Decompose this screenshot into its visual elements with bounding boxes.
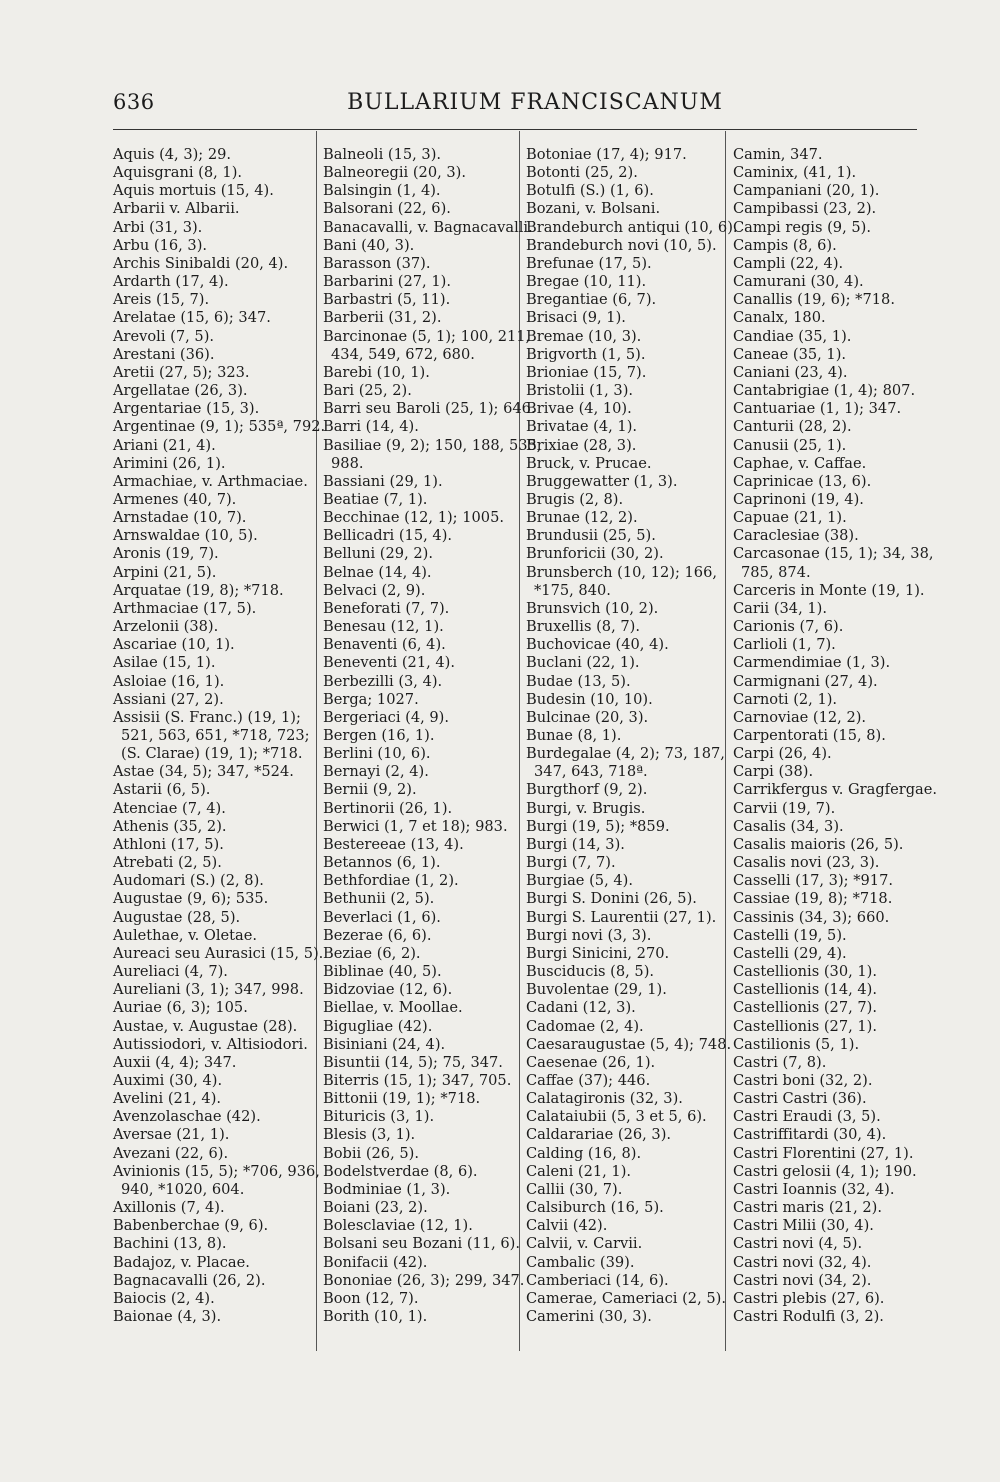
index-entry: Carpi (38). — [733, 763, 814, 781]
index-entry: Baiocis (2, 4). — [113, 1289, 215, 1307]
index-entry: Carvii (19, 7). — [733, 799, 836, 817]
index-entry: Aureliaci (4, 7). — [113, 963, 228, 981]
index-entry: Brivatae (4, 1). — [526, 418, 638, 436]
index-column-3 — [526, 146, 738, 1326]
index-entry: Brixiae (28, 3). — [526, 436, 637, 454]
index-entry: Bergen (16, 1). — [323, 727, 435, 744]
index-entry: Capuae (21, 1). — [733, 509, 847, 527]
index-entry: Calvii (42). — [526, 1217, 608, 1235]
index-entry: Bolsani seu Bozani (11, 6). — [323, 1235, 521, 1253]
index-entry: Argellatae (26, 3). — [113, 382, 248, 400]
index-entry: Armachiae, v. Arthmaciae. — [113, 472, 308, 490]
index-entry: Calataiubii (5, 3 et 5, 6). — [526, 1108, 707, 1126]
index-entry: Camerae, Cameriaci (2, 5). — [526, 1289, 726, 1307]
index-entry: Campi regis (9, 5). — [733, 218, 871, 236]
index-entry: Aquis mortuis (15, 4). — [113, 182, 274, 200]
index-entry: Camurani (30, 4). — [733, 273, 864, 291]
index-entry: Bodminiae (1, 3). — [323, 1180, 451, 1198]
index-entry: 988. — [331, 454, 364, 472]
index-entry: Castri novi (34, 2). — [733, 1271, 872, 1289]
index-entry: Bethunii (2, 5). — [323, 890, 435, 908]
index-entry: Austae, v. Augustae (28). — [113, 1017, 298, 1035]
index-entry: Canalx, 180. — [733, 309, 826, 327]
index-entry: Bristolii (1, 3). — [526, 382, 634, 400]
index-entry: Campis (8, 6). — [733, 236, 837, 254]
index-entry: Brefunae (17, 5). — [526, 254, 652, 272]
index-entry: Archis Sinibaldi (20, 4). — [113, 254, 289, 272]
index-entry: Castri boni (32, 2). — [733, 1071, 873, 1089]
index-column-2 — [323, 146, 542, 1326]
index-entry: Avezani (22, 6). — [113, 1144, 229, 1162]
index-entry: Belnae (14, 4). — [323, 563, 432, 581]
index-entry: Castellionis (30, 1). — [733, 963, 877, 981]
index-entry: Botonti (25, 2). — [526, 164, 638, 182]
index-entry: Audomari (S.) (2, 8). — [113, 872, 264, 890]
index-entry: Brunsberch (10, 12); 166, — [526, 563, 718, 581]
index-entry: Burgi, v. Brugis. — [526, 799, 646, 817]
index-entry: Caldarariae (26, 3). — [526, 1126, 672, 1144]
index-entry: Burgi (19, 5); *859. — [526, 817, 670, 835]
index-entry: Balsorani (22, 6). — [323, 200, 451, 218]
index-entry: Bituricis (3, 1). — [323, 1108, 435, 1126]
index-entry: Camberiaci (14, 6). — [526, 1271, 669, 1289]
index-entry: Calatagironis (32, 3). — [526, 1090, 683, 1108]
running-title: BULLARIUM FRANCISCANUM — [347, 90, 723, 115]
page-header — [113, 90, 917, 126]
index-entry: Arbu (16, 3). — [113, 236, 208, 254]
index-entry: Brunsvich (10, 2). — [526, 599, 659, 617]
index-entry: Carlioli (1, 7). — [733, 636, 836, 654]
index-entry: Bregantiae (6, 7). — [526, 291, 657, 309]
index-entry: Caprinicae (13, 6). — [733, 472, 872, 490]
index-entry: Caffae (37); 446. — [526, 1071, 651, 1089]
index-entry: Candiae (35, 1). — [733, 327, 852, 345]
index-entry: Armenes (40, 7). — [113, 490, 237, 508]
index-entry: Castellionis (27, 7). — [733, 999, 877, 1017]
index-entry: Argentinae (9, 1); 535ª, 792. — [113, 418, 326, 436]
index-entry: Canturii (28, 2). — [733, 418, 852, 436]
index-entry: Burgi novi (3, 3). — [526, 926, 652, 944]
index-entry: Buclani (22, 1). — [526, 654, 640, 672]
index-entry: Barbastri (5, 11). — [323, 291, 451, 309]
index-entry: Caneae (35, 1). — [733, 345, 847, 363]
index-entry: Arnstadae (10, 7). — [113, 509, 247, 527]
index-entry: Betannos (6, 1). — [323, 854, 441, 872]
index-entry: Bulcinae (20, 3). — [526, 708, 649, 726]
index-column-4 — [733, 146, 938, 1326]
index-entry: Bruck, v. Prucae. — [526, 454, 652, 472]
index-entry: Bolesclaviae (12, 1). — [323, 1217, 473, 1235]
index-entry: Balneoregii (20, 3). — [323, 164, 467, 182]
index-entry: Belluni (29, 2). — [323, 545, 433, 563]
index-entry: Aquis (4, 3); 29. — [113, 146, 232, 163]
index-entry: Callii (30, 7). — [526, 1180, 623, 1198]
index-entry: Burgi (7, 7). — [526, 854, 616, 872]
index-entry: Brisaci (9, 1). — [526, 309, 626, 327]
index-entry: Beneventi (21, 4). — [323, 654, 456, 672]
index-entry: Beneforati (7, 7). — [323, 599, 450, 617]
index-entry: Bertinorii (26, 1). — [323, 799, 453, 817]
index-entry: Carmendimiae (1, 3). — [733, 654, 891, 672]
index-entry: Bethfordiae (1, 2). — [323, 872, 459, 890]
index-entry: Berwici (1, 7 et 18); 983. — [323, 817, 508, 835]
index-entry: Caniani (23, 4). — [733, 363, 848, 381]
index-entry: Brandeburch antiqui (10, 6). — [526, 218, 738, 236]
index-entry: Burgi S. Donini (26, 5). — [526, 890, 697, 908]
index-entry: Arbi (31, 3). — [113, 218, 203, 236]
index-entry: 347, 643, 718ª. — [534, 763, 648, 781]
index-entry: Carnoviae (12, 2). — [733, 708, 867, 726]
index-entry: Bruxellis (8, 7). — [526, 618, 640, 636]
index-entry: Brigvorth (1, 5). — [526, 345, 646, 363]
index-entry: Castelli (29, 4). — [733, 944, 847, 962]
index-entry: Caesenae (26, 1). — [526, 1053, 656, 1071]
index-entry: Canusii (25, 1). — [733, 436, 847, 454]
index-entry: Castellionis (14, 4). — [733, 981, 877, 999]
index-entry: Bozani, v. Bolsani. — [526, 200, 661, 218]
index-entry: Bisuntii (14, 5); 75, 347. — [323, 1053, 503, 1071]
index-entry: Beverlaci (1, 6). — [323, 908, 441, 926]
index-entry: Arthmaciae (17, 5). — [113, 599, 257, 617]
index-entry: Arpini (21, 5). — [113, 563, 217, 581]
index-entry: Astae (34, 5); 347, *524. — [113, 763, 294, 781]
index-entry: Belvaci (2, 9). — [323, 581, 426, 599]
index-entry: Botulfi (S.) (1, 6). — [526, 182, 654, 200]
index-entry: Atenciae (7, 4). — [113, 799, 226, 817]
index-entry: Bonifacii (42). — [323, 1253, 428, 1271]
index-entry: Bellicadri (15, 4). — [323, 527, 453, 545]
index-entry: Assiani (27, 2). — [113, 690, 224, 708]
index-entry: Calding (16, 8). — [526, 1144, 642, 1162]
index-entry: Budesin (10, 10). — [526, 690, 653, 708]
index-entry: Astarii (6, 5). — [113, 781, 211, 799]
index-entry: Castri Ioannis (32, 4). — [733, 1180, 895, 1198]
index-entry: Barri seu Baroli (25, 1); 646. — [323, 400, 536, 418]
index-entry: Badajoz, v. Placae. — [113, 1253, 250, 1271]
index-entry: Bernayi (2, 4). — [323, 763, 429, 781]
index-entry: Castri novi (32, 4). — [733, 1253, 872, 1271]
index-entry: Avelini (21, 4). — [113, 1090, 222, 1108]
index-entry: Blesis (3, 1). — [323, 1126, 416, 1144]
index-entry: Baionae (4, 3). — [113, 1308, 222, 1325]
index-entry: 434, 549, 672, 680. — [331, 345, 475, 363]
index-entry: Carceris in Monte (19, 1). — [733, 581, 925, 599]
index-entry: Caprinoni (19, 4). — [733, 490, 864, 508]
index-entry: Aureaci seu Aurasici (15, 5). — [113, 944, 324, 962]
index-entry: Camerini (30, 3). — [526, 1308, 652, 1325]
index-entry: Auxii (4, 4); 347. — [113, 1053, 237, 1071]
index-entry: Assisii (S. Franc.) (19, 1); — [113, 708, 301, 726]
index-entry: Castri Castri (36). — [733, 1090, 867, 1108]
index-entry: Caminix, (41, 1). — [733, 164, 857, 182]
index-entry: Aulethae, v. Oletae. — [113, 926, 258, 944]
index-entry: Canallis (19, 6); *718. — [733, 291, 895, 309]
index-entry: Burgiae (5, 4). — [526, 872, 633, 890]
index-entry: Cassiae (19, 8); *718. — [733, 890, 893, 908]
index-entry: Arelatae (15, 6); 347. — [113, 309, 271, 327]
index-entry: Castilionis (5, 1). — [733, 1035, 860, 1053]
index-entry: Aretii (27, 5); 323. — [113, 363, 250, 381]
index-entry: Athenis (35, 2). — [113, 817, 227, 835]
index-entry: Castri gelosii (4, 1); 190. — [733, 1162, 917, 1180]
index-entry: Castri plebis (27, 6). — [733, 1289, 885, 1307]
index-entry: Calsiburch (16, 5). — [526, 1199, 664, 1217]
index-entry: Avenzolaschae (42). — [113, 1108, 261, 1126]
index-entry: Brandeburch novi (10, 5). — [526, 236, 717, 254]
index-entry: Boiani (23, 2). — [323, 1199, 428, 1217]
index-entry: Bernii (9, 2). — [323, 781, 417, 799]
index-entry: Brunforicii (30, 2). — [526, 545, 664, 563]
index-entry: Casalis (34, 3). — [733, 817, 844, 835]
index-entry: Benaventi (6, 4). — [323, 636, 446, 654]
index-entry: Castri Rodulfi (3, 2). — [733, 1308, 884, 1325]
index-entry: Burgi Sinicini, 270. — [526, 944, 670, 962]
index-entry: Bregae (10, 11). — [526, 273, 647, 291]
index-entry: Bachini (13, 8). — [113, 1235, 227, 1253]
index-entry: Castri Milii (30, 4). — [733, 1217, 874, 1235]
index-entry: Bobii (26, 5). — [323, 1144, 419, 1162]
index-entry: Carpi (26, 4). — [733, 745, 832, 763]
index-entry: Berga; 1027. — [323, 690, 419, 708]
index-entry: Auriae (6, 3); 105. — [113, 999, 248, 1017]
index-entry: Burdegalae (4, 2); 73, 187, — [526, 745, 725, 763]
index-entry: Casalis maioris (26, 5). — [733, 835, 904, 853]
index-entry: Brunae (12, 2). — [526, 509, 638, 527]
index-entry: Becchinae (12, 1); 1005. — [323, 509, 505, 527]
index-entry: Bidzoviae (12, 6). — [323, 981, 453, 999]
index-entry: Auximi (30, 4). — [113, 1071, 223, 1089]
index-entry: Camin, 347. — [733, 146, 823, 163]
index-entry: Castellionis (27, 1). — [733, 1017, 877, 1035]
index-entry: Athloni (17, 5). — [113, 835, 224, 853]
index-entry: Beziae (6, 2). — [323, 944, 421, 962]
index-entry: Carii (34, 1). — [733, 599, 827, 617]
index-entry: Burgi S. Laurentii (27, 1). — [526, 908, 717, 926]
index-entry: Ascariae (10, 1). — [113, 636, 235, 654]
index-entry: Borith (10, 1). — [323, 1308, 428, 1325]
index-entry: Bunae (8, 1). — [526, 727, 622, 744]
index-entry: Budae (13, 5). — [526, 672, 631, 690]
index-entry: Buvolentae (29, 1). — [526, 981, 667, 999]
index-entry: Caphae, v. Caffae. — [733, 454, 867, 472]
index-entry: *175, 840. — [534, 581, 611, 599]
index-entry: Carpentorati (15, 8). — [733, 727, 886, 744]
index-entry: Bittonii (19, 1); *718. — [323, 1090, 481, 1108]
page-number: 636 — [113, 90, 155, 114]
index-entry: Asilae (15, 1). — [113, 654, 216, 672]
index-entry: Campaniani (20, 1). — [733, 182, 880, 200]
index-entry: Ariani (21, 4). — [113, 436, 216, 454]
index-entry: Castriffitardi (30, 4). — [733, 1126, 887, 1144]
column-divider — [725, 131, 726, 1351]
index-entry: Carnoti (2, 1). — [733, 690, 838, 708]
index-entry: Castri Eraudi (3, 5). — [733, 1108, 881, 1126]
index-entry: Casselli (17, 3); *917. — [733, 872, 893, 890]
index-entry: Campli (22, 4). — [733, 254, 844, 272]
index-entry: Brioniae (15, 7). — [526, 363, 647, 381]
index-entry: Arzelonii (38). — [113, 618, 219, 636]
index-entry: Aronis (19, 7). — [113, 545, 219, 563]
index-entry: Avinionis (15, 5); *706, 936, — [113, 1162, 320, 1180]
index-entry: Aureliani (3, 1); 347, 998. — [113, 981, 304, 999]
index-entry: Carmignani (27, 4). — [733, 672, 878, 690]
index-entry: Augustae (28, 5). — [113, 908, 241, 926]
index-entry: Castri Florentini (27, 1). — [733, 1144, 914, 1162]
index-entry: 785, 874. — [741, 563, 811, 581]
index-entry: Augustae (9, 6); 535. — [113, 890, 269, 908]
index-entry: Barberii (31, 2). — [323, 309, 442, 327]
index-entry: Arquatae (19, 8); *718. — [113, 581, 284, 599]
index-entry: Banacavalli, v. Bagnacavalli. — [323, 218, 533, 236]
index-entry: Bagnacavalli (26, 2). — [113, 1271, 266, 1289]
index-entry: Bani (40, 3). — [323, 236, 415, 254]
index-entry: Biblinae (40, 5). — [323, 963, 442, 981]
column-divider — [519, 131, 520, 1351]
index-entry: Busciducis (8, 5). — [526, 963, 655, 981]
index-entry: Calvii, v. Carvii. — [526, 1235, 643, 1253]
index-entry: Arnswaldae (10, 5). — [113, 527, 258, 545]
index-entry: Bisiniani (24, 4). — [323, 1035, 446, 1053]
index-entry: Caraclesiae (38). — [733, 527, 859, 545]
index-entry: Barebi (10, 1). — [323, 363, 430, 381]
index-entry: Arestani (36). — [113, 345, 215, 363]
index-entry: Bari (25, 2). — [323, 382, 412, 400]
index-entry: Axillonis (7, 4). — [113, 1199, 225, 1217]
header-rule — [113, 129, 917, 130]
index-entry: Aversae (21, 1). — [113, 1126, 230, 1144]
index-entry: Botoniae (17, 4); 917. — [526, 146, 687, 163]
index-entry: Barbarini (27, 1). — [323, 273, 451, 291]
index-entry: Carcasonae (15, 1); 34, 38, — [733, 545, 934, 563]
index-entry: Castri novi (4, 5). — [733, 1235, 863, 1253]
index-entry: Asloiae (16, 1). — [113, 672, 225, 690]
index-entry: Arimini (26, 1). — [113, 454, 226, 472]
index-entry: Basiliae (9, 2); 150, 188, 535, — [323, 436, 542, 454]
index-entry: Bononiae (26, 3); 299, 347. — [323, 1271, 525, 1289]
index-entry: Bezerae (6, 6). — [323, 926, 432, 944]
index-entry: Cantuariae (1, 1); 347. — [733, 400, 902, 418]
index-entry: Babenberchae (9, 6). — [113, 1217, 269, 1235]
index-entry: Cadomae (2, 4). — [526, 1017, 644, 1035]
index-entry: Autissiodori, v. Altisiodori. — [113, 1035, 308, 1053]
index-column-1 — [113, 146, 326, 1326]
index-entry: Arevoli (7, 5). — [113, 327, 215, 345]
index-entry: Bassiani (29, 1). — [323, 472, 443, 490]
index-entry: Castelli (19, 5). — [733, 926, 847, 944]
index-entry: Buchovicae (40, 4). — [526, 636, 669, 654]
index-entry: Argentariae (15, 3). — [113, 400, 260, 418]
index-entry: Cassinis (34, 3); 660. — [733, 908, 890, 926]
index-entry: Ardarth (17, 4). — [113, 273, 229, 291]
index-entry: Barasson (37). — [323, 254, 431, 272]
index-entry: Barcinonae (5, 1); 100, 211, — [323, 327, 531, 345]
index-entry: Cantabrigiae (1, 4); 807. — [733, 382, 916, 400]
index-entry: Cambalic (39). — [526, 1253, 635, 1271]
index-entry: Aquisgrani (8, 1). — [113, 164, 243, 182]
index-entry: Castri maris (21, 2). — [733, 1199, 882, 1217]
index-entry: Brugis (2, 8). — [526, 490, 624, 508]
index-entry: Caleni (21, 1). — [526, 1162, 632, 1180]
index-entry: Balsingin (1, 4). — [323, 182, 441, 200]
index-entry: Berlini (10, 6). — [323, 745, 431, 763]
index-entry: Bruggewatter (1, 3). — [526, 472, 678, 490]
index-entry: Brivae (4, 10). — [526, 400, 632, 418]
index-entry: Campibassi (23, 2). — [733, 200, 877, 218]
index-entry: Burgthorf (9, 2). — [526, 781, 648, 799]
index-entry: Bestereeae (13, 4). — [323, 835, 464, 853]
index-entry: Bergeriaci (4, 9). — [323, 708, 450, 726]
index-entry: Barri (14, 4). — [323, 418, 419, 436]
index-entry: Brundusii (25, 5). — [526, 527, 656, 545]
index-entry: Bremae (10, 3). — [526, 327, 642, 345]
index-entry: Bodelstverdae (8, 6). — [323, 1162, 478, 1180]
index-entry: Burgi (14, 3). — [526, 835, 625, 853]
index-entry: Biterris (15, 1); 347, 705. — [323, 1071, 512, 1089]
index-entry: Areis (15, 7). — [113, 291, 210, 309]
index-entry: Castri (7, 8). — [733, 1053, 827, 1071]
index-entry: (S. Clarae) (19, 1); *718. — [121, 745, 303, 763]
index-entry: 940, *1020, 604. — [121, 1180, 245, 1198]
index-entry: Balneoli (15, 3). — [323, 146, 442, 163]
index-entry: Beatiae (7, 1). — [323, 490, 428, 508]
index-entry: Boon (12, 7). — [323, 1289, 419, 1307]
index-entry: Carionis (7, 6). — [733, 618, 844, 636]
index-entry: Caesaraugustae (5, 4); 748. — [526, 1035, 732, 1053]
index-entry: Atrebati (2, 5). — [113, 854, 222, 872]
index-entry: Carrikfergus v. Gragfergae. — [733, 781, 938, 799]
index-entry: Arbarii v. Albarii. — [113, 200, 240, 218]
index-entry: Biellae, v. Moollae. — [323, 999, 463, 1017]
index-entry: 521, 563, 651, *718, 723; — [121, 727, 310, 744]
index-entry: Casalis novi (23, 3). — [733, 854, 880, 872]
index-entry: Benesau (12, 1). — [323, 618, 444, 636]
index-entry: Cadani (12, 3). — [526, 999, 636, 1017]
index-entry: Berbezilli (3, 4). — [323, 672, 443, 690]
index-entry: Bigugliae (42). — [323, 1017, 433, 1035]
